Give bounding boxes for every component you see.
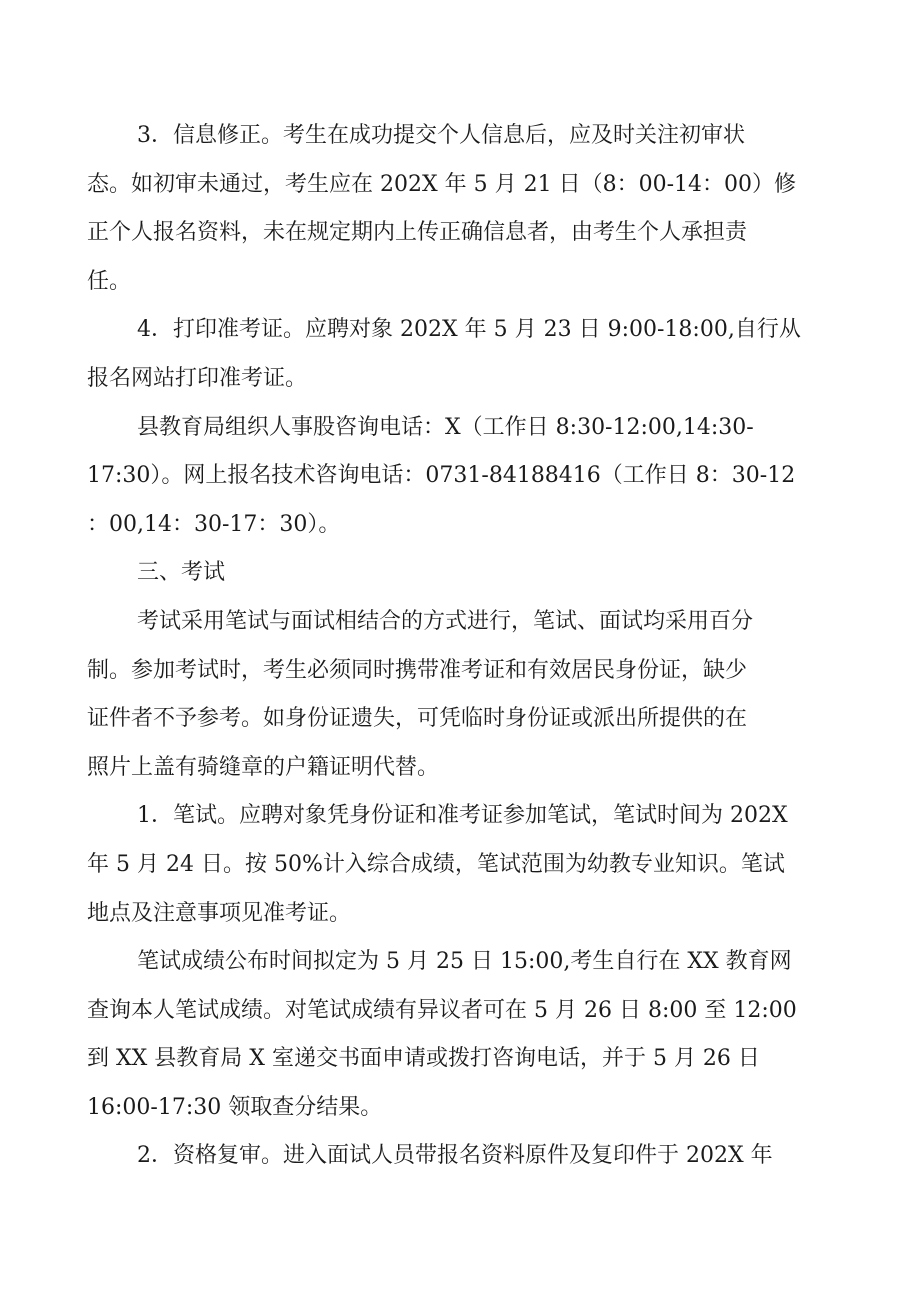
text-line: 报名网站打印准考证。	[87, 365, 308, 391]
text-line: 4．打印准考证。应聘对象 202X 年 5 月 23 日 9:00-18:00,自行从	[137, 317, 801, 343]
text-line: ：00,14：30-17：30）。	[87, 511, 341, 537]
text-line: 查询本人笔试成绩。对笔试成绩有异议者可在 5 月 26 日 8:00 至 12:00	[87, 997, 797, 1023]
document-body	[87, 112, 801, 1181]
text-line: 1．笔试。应聘对象凭身份证和准考证参加笔试，笔试时间为 202X	[137, 803, 788, 829]
text-line: 任。	[87, 268, 132, 294]
text-line: 态。如初审未通过，考生应在 202X 年 5 月 21 日（8：00-14：00）修	[87, 171, 797, 197]
text-line: 证件者不予参考。如身份证遗失，可凭临时身份证或派出所提供的在	[87, 706, 748, 732]
text-line: 照片上盖有骑缝章的户籍证明代替。	[87, 754, 440, 780]
text-line: 正个人报名资料，未在规定期内上传正确信息者，由考生个人承担责	[87, 220, 748, 246]
text-line: 2．资格复审。进入面试人员带报名资料原件及复印件于 202X 年	[137, 1143, 773, 1169]
section-heading: 三、考试	[137, 560, 226, 586]
text-line: 考试采用笔试与面试相结合的方式进行，笔试、面试均采用百分	[137, 608, 754, 634]
text-line: 笔试成绩公布时间拟定为 5 月 25 日 15:00,考生自行在 XX 教育网	[137, 949, 792, 975]
text-line: 县教育局组织人事股咨询电话：X（工作日 8:30-12:00,14:30-	[137, 414, 754, 440]
text-line: 16:00-17:30 领取查分结果。	[87, 1094, 383, 1120]
text-line: 地点及注意事项见准考证。	[87, 900, 352, 926]
text-line: 制。参加考试时，考生必须同时携带准考证和有效居民身份证，缺少	[87, 657, 748, 683]
text-line: 年 5 月 24 日。按 50%计入综合成绩，笔试范围为幼教专业知识。笔试	[87, 851, 785, 877]
text-line: 到 XX 县教育局 X 室递交书面申请或拨打咨询电话，并于 5 月 26 日	[87, 1046, 760, 1072]
text-line: 3．信息修正。考生在成功提交个人信息后，应及时关注初审状	[137, 123, 745, 148]
text-line: 17:30）。网上报名技术咨询电话：0731-84188416（工作日 8：30-12	[87, 463, 796, 489]
